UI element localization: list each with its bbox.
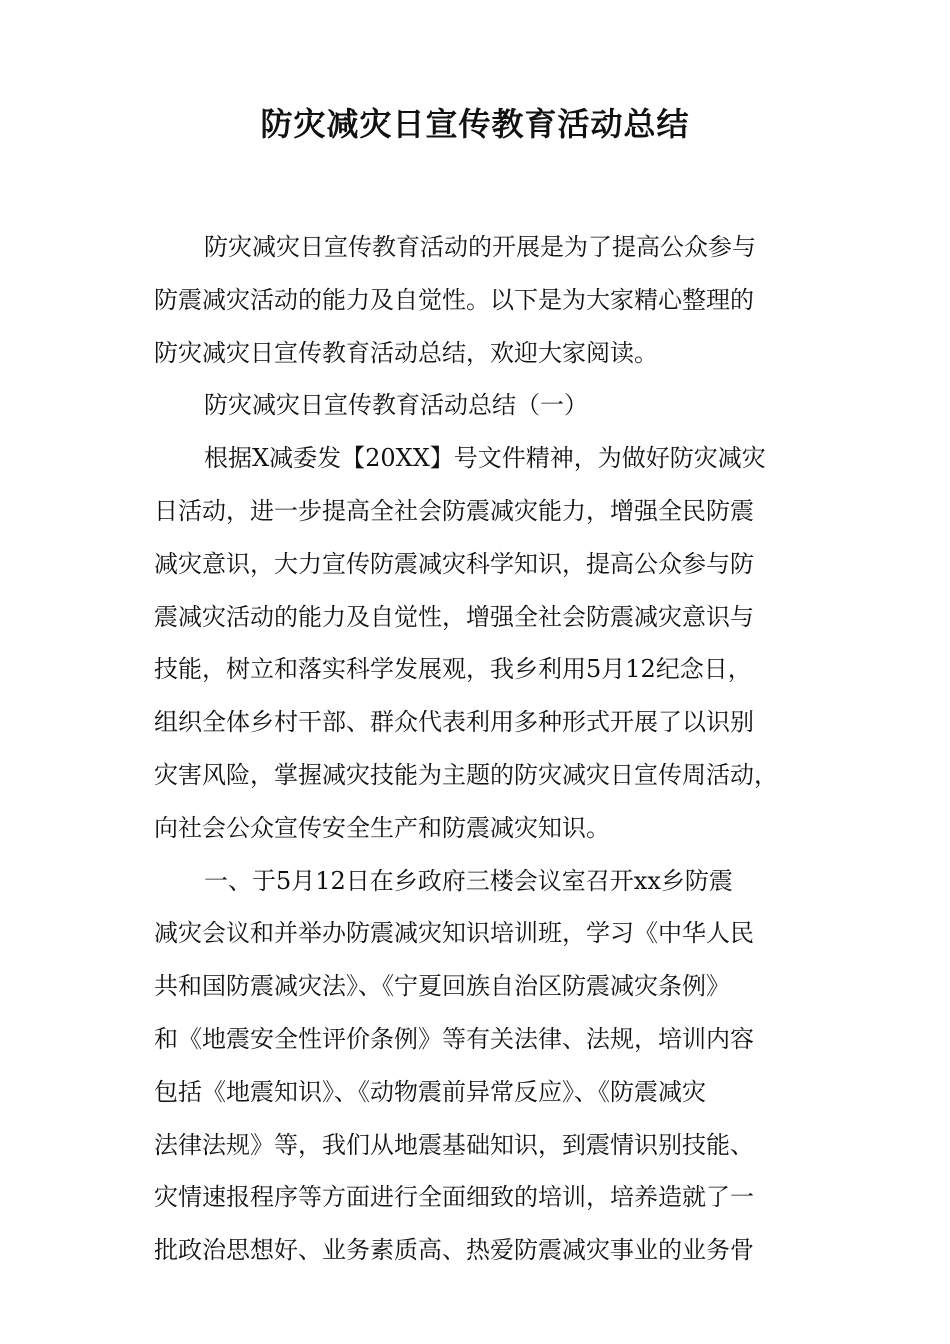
paragraph-2-line-8: 批政治思想好、业务素质高、热爱防震减灾事业的业务骨: [154, 1236, 754, 1265]
intro-line-2: 防震减灾活动的能力及自觉性。以下是为大家精心整理的: [154, 285, 754, 314]
document-body: [154, 221, 804, 1277]
intro-line-3: 防灾减灾日宣传教育活动总结，欢迎大家阅读。: [154, 338, 658, 367]
paragraph-1-line-1: 根据X减委发【20XX】号文件精神，为做好防灾减灾: [204, 444, 766, 473]
paragraph-1-line-6: 组织全体乡村干部、群众代表利用多种形式开展了以识别: [154, 708, 754, 737]
paragraph-1-line-3: 减灾意识，大力宣传防震减灾科学知识，提高公众参与防: [154, 549, 754, 578]
paragraph-1-line-2: 日活动，进一步提高全社会防震减灾能力，增强全民防震: [154, 496, 754, 525]
paragraph-1-line-4: 震减灾活动的能力及自觉性，增强全社会防震减灾意识与: [154, 602, 754, 631]
paragraph-2-line-3: 共和国防震减灾法》、《宁夏回族自治区防震减灾条例》: [154, 972, 730, 1001]
paragraph-2-line-7: 灾情速报程序等方面进行全面细致的培训，培养造就了一: [154, 1183, 754, 1212]
intro-line-1: 防灾减灾日宣传教育活动的开展是为了提高公众参与: [204, 233, 756, 261]
paragraph-2-line-4: 和《地震安全性评价条例》等有关法律、法规，培训内容: [154, 1024, 754, 1053]
section-heading: 防灾减灾日宣传教育活动总结（一）: [204, 391, 588, 420]
paragraph-2-line-6: 法律法规》等，我们从地震基础知识，到震情识别技能、: [154, 1130, 754, 1159]
paragraph-2-line-2: 减灾会议和并举办防震减灾知识培训班，学习《中华人民: [154, 919, 754, 948]
document-title: 防灾减灾日宣传教育活动总结: [260, 105, 690, 143]
paragraph-1-line-5: 技能，树立和落实科学发展观，我乡利用5月12纪念日，: [154, 655, 752, 684]
paragraph-2-line-1: 一、于5月12日在乡政府三楼会议室召开xx乡防震: [204, 866, 733, 895]
paragraph-1-line-7: 灾害风险，掌握减灾技能为主题的防灾减灾日宣传周活动，: [154, 760, 778, 789]
paragraph-2-line-5: 包括《地震知识》、《动物震前异常反应》、《防震减灾: [154, 1077, 706, 1106]
paragraph-1-line-8: 向社会公众宣传安全生产和防震减灾知识。: [154, 813, 610, 842]
